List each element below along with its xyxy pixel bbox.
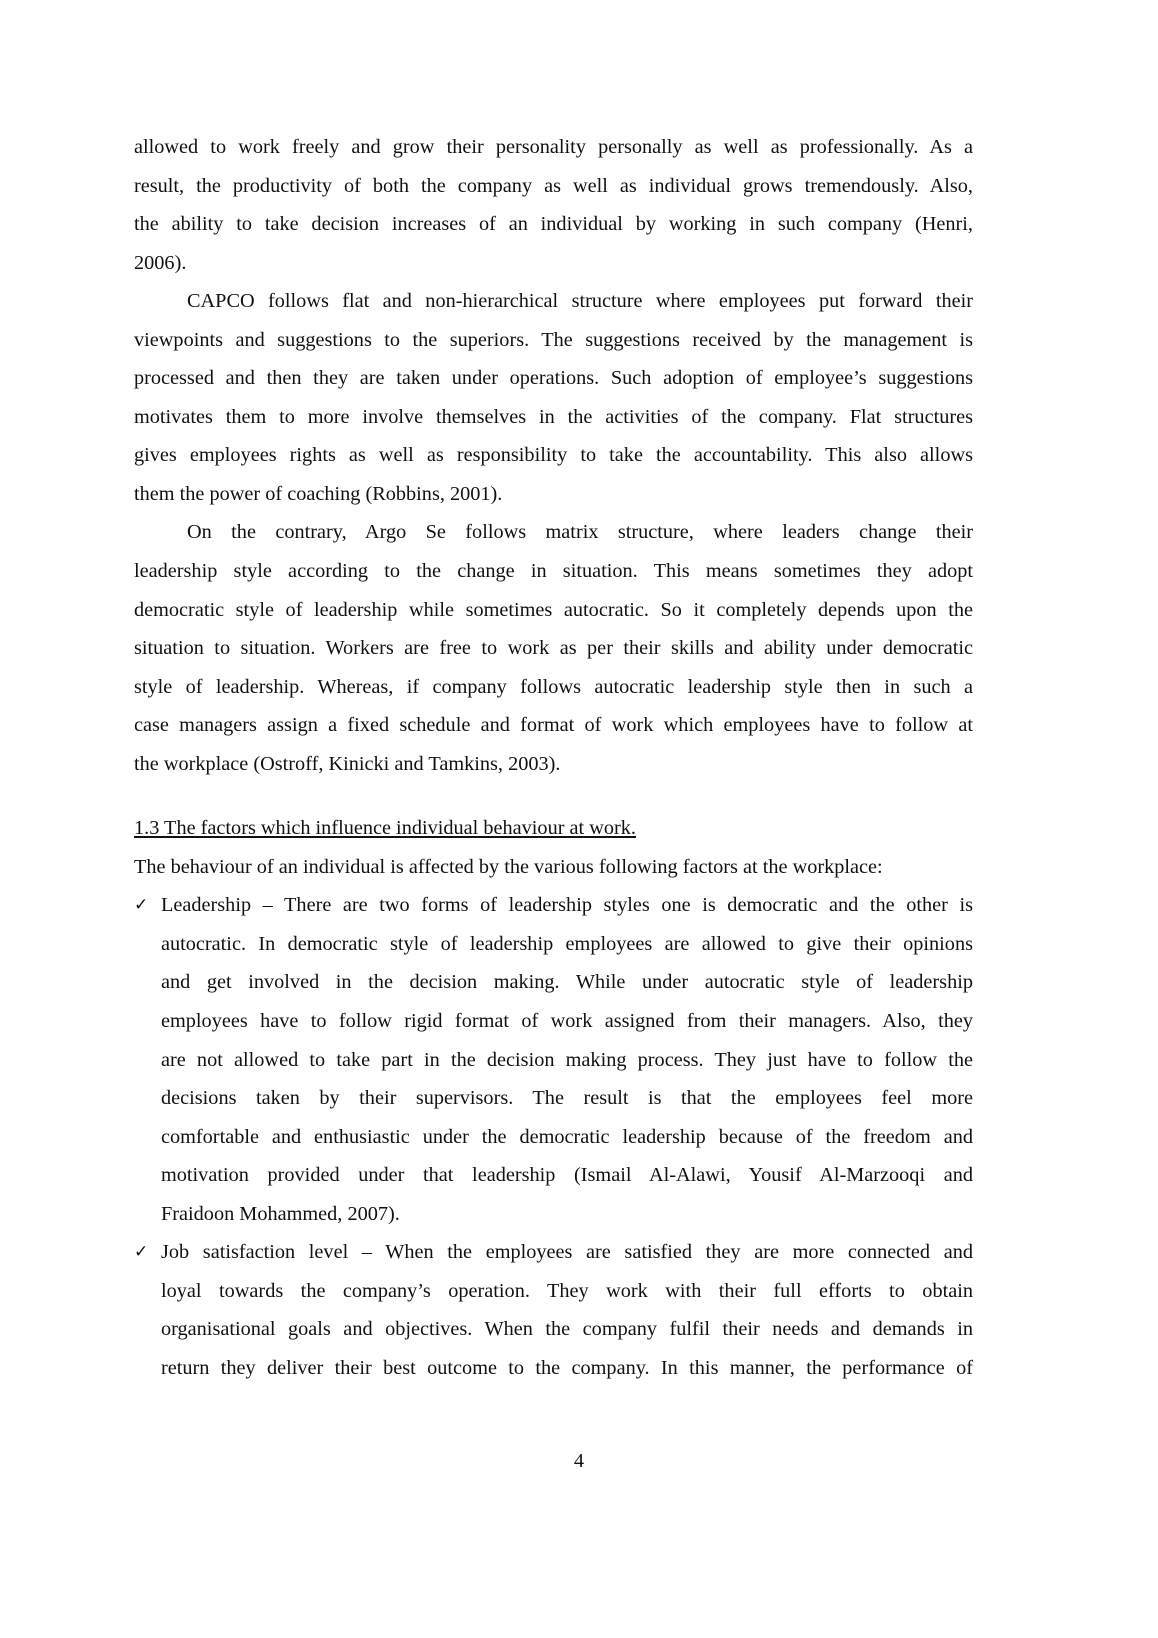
text-line: case managers assign a fixed schedule and format of work which employees have to follow at: [134, 714, 973, 737]
section-heading: 1.3 The factors which influence individual behaviour at work.: [134, 817, 637, 840]
text-line: the ability to take decision increases of an individual by working in such company (Henri,: [134, 213, 973, 236]
section-intro: The behaviour of an individual is affected by the various following factors at the workplace:: [134, 855, 883, 878]
page-number: 4: [573, 1450, 585, 1472]
text-line: motivation provided under that leadership (Ismail Al-Alawi, Yousif Al-Marzooqi and: [161, 1164, 973, 1187]
document-page: [134, 128, 973, 1388]
text-line: autocratic. In democratic style of leadership employees are allowed to give their opinions: [161, 932, 973, 955]
text-line: Job satisfaction level – When the employees are satisfied they are more connected and: [161, 1241, 973, 1264]
text-line: Leadership – There are two forms of leadership styles one is democratic and the other is: [161, 894, 973, 917]
text-line: allowed to work freely and grow their personality personally as well as professionally. As a: [134, 136, 973, 158]
text-line: gives employees rights as well as responsibility to take the accountability. This also allows: [134, 444, 973, 467]
body-paragraphs: [134, 128, 973, 783]
bullet-item: [134, 1233, 973, 1387]
text-line: employees have to follow rigid format of work assigned from their managers. Also, they: [161, 1010, 973, 1033]
paragraph: [134, 128, 973, 282]
checkmark-icon: ✓: [134, 895, 149, 916]
text-line: are not allowed to take part in the decision making process. They just have to follow the: [161, 1048, 973, 1071]
text-line: motivates them to more involve themselves in the activities of the company. Flat structures: [134, 405, 973, 428]
bullet-list: [134, 886, 973, 1387]
text-line: decisions taken by their supervisors. The result is that the employees feel more: [161, 1087, 973, 1110]
bullet-item: [134, 886, 973, 1233]
text-line: On the contrary, Argo Se follows matrix structure, where leaders change their: [187, 521, 973, 544]
text-line: viewpoints and suggestions to the superiors. The suggestions received by the management is: [134, 328, 973, 351]
text-line: return they deliver their best outcome to the company. In this manner, the performance of: [161, 1356, 973, 1379]
text-line: leadership style according to the change in situation. This means sometimes they adopt: [134, 560, 973, 583]
text-line: and get involved in the decision making. While under autocratic style of leadership: [161, 971, 973, 994]
text-line: them the power of coaching (Robbins, 2001).: [134, 482, 503, 505]
text-line: situation to situation. Workers are free to work as per their skills and ability under democratic: [134, 637, 973, 660]
text-line: democratic style of leadership while sometimes autocratic. So it completely depends upon the: [134, 598, 973, 621]
text-line: CAPCO follows flat and non-hierarchical structure where employees put forward their: [187, 290, 973, 313]
text-line: style of leadership. Whereas, if company follows autocratic leadership style then in such a: [134, 675, 973, 698]
text-line: 2006).: [134, 251, 187, 274]
text-line: processed and then they are taken under operations. Such adoption of employee’s suggestions: [134, 367, 973, 390]
paragraph: [134, 282, 973, 513]
checkmark-icon: ✓: [134, 1242, 149, 1263]
text-line: result, the productivity of both the company as well as individual grows tremendously. Also,: [134, 174, 973, 197]
text-line: the workplace (Ostroff, Kinicki and Tamkins, 2003).: [134, 752, 561, 775]
text-line: organisational goals and objectives. When the company fulfil their needs and demands in: [161, 1318, 973, 1341]
paragraph: [134, 513, 973, 783]
text-line: loyal towards the company’s operation. They work with their full efforts to obtain: [161, 1279, 973, 1302]
text-line: comfortable and enthusiastic under the democratic leadership because of the freedom and: [161, 1125, 973, 1148]
text-line: Fraidoon Mohammed, 2007).: [161, 1202, 400, 1225]
